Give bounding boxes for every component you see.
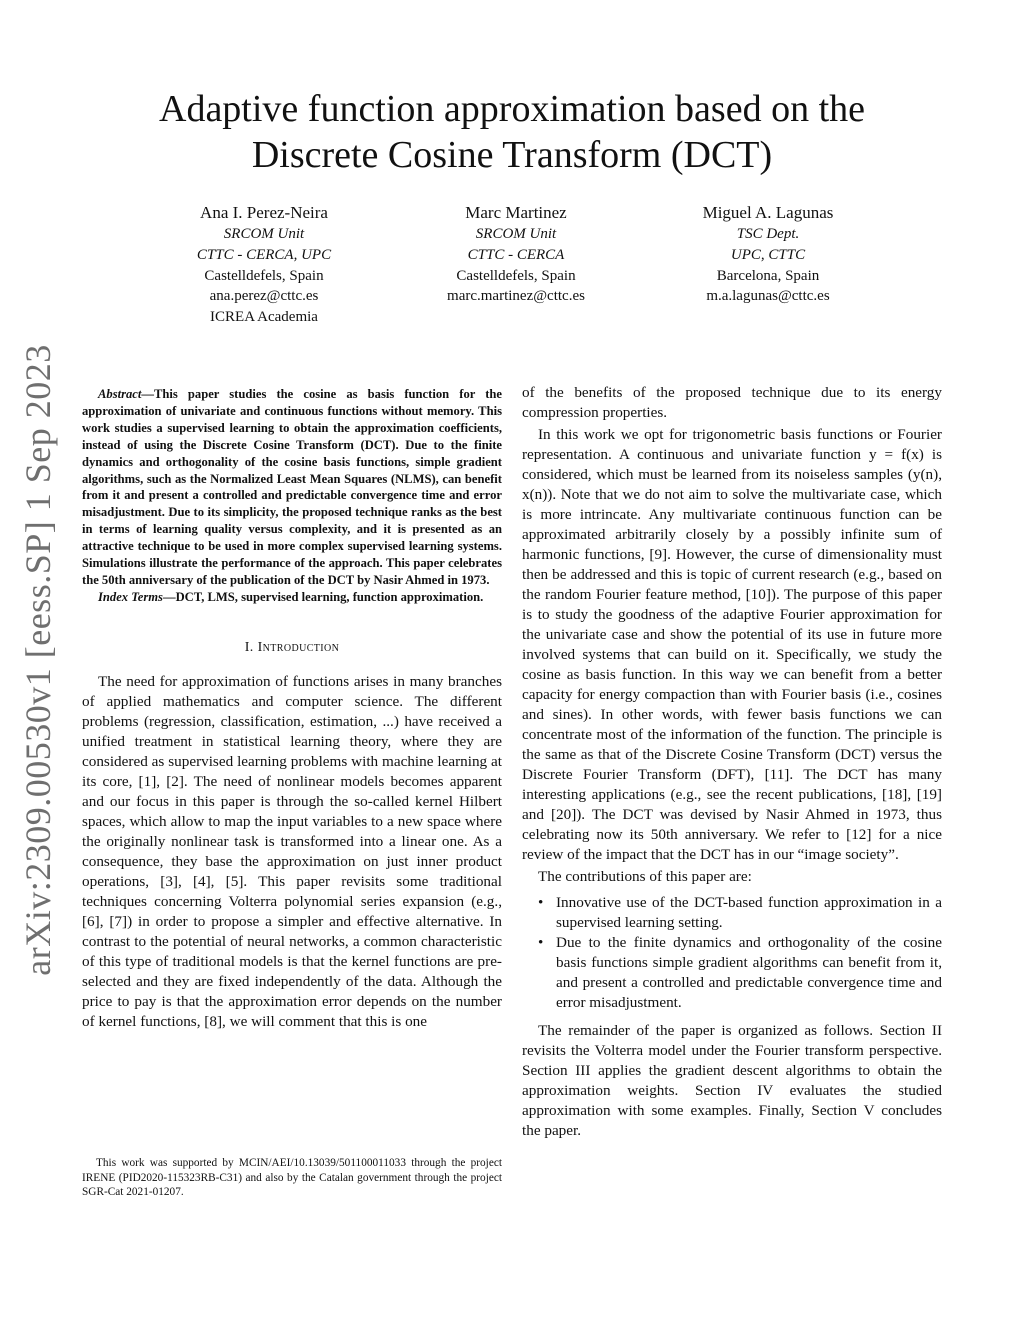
intro-paragraph-1: The need for approximation of functions arises in many branches of applied mathematics and computer science. The different problems (regression, classification, estimation, ...) have received a unified treatment in statistical learning theory, where they are considered as supervised learning problems with machine learning at its core, [1], [2]. The need of nonlinear models becomes apparent and our focus in this paper is through the so-called kernel Hilbert spaces, which allow to map the input variables to a new space where the originally nonlinear task is transformed into a linear one. As a consequence, they base the approximation on just inner product operations, [3], [4], [5]. This paper revisits some traditional techniques concerning Volterra polynomial series expansion (e.g., [6], [7]) in order to propose a simpler and effective alternative. In contrast to the potential of neural networks, a common characteristic of this type of traditional models is that the kernel functions are pre-selected and they are fixed independently of the data. Although the price to pay is that the approximation error depends on the number of kernel functions, [8], we will comment that this is one bbox=[82, 672, 502, 1030]
index-terms-paragraph bbox=[82, 589, 502, 606]
author-name: Marc Martinez bbox=[465, 203, 567, 222]
author-email: ana.perez@cttc.es bbox=[209, 288, 319, 305]
index-terms-text: —DCT, LMS, supervised learning, function approximation. bbox=[162, 589, 484, 604]
left-column bbox=[82, 386, 502, 1032]
arxiv-identifier-stamp bbox=[14, 344, 62, 976]
author-unit: SRCOM Unit bbox=[475, 226, 557, 242]
contributions-intro: The contributions of this paper are: bbox=[538, 868, 752, 885]
paper-title bbox=[90, 86, 934, 178]
funding-footnote: This work was supported by MCIN/AEI/10.13039/501100011033 through the project IRENE (PID2020-115323RB-C31) and also by the Catalan government through the project SGR-Cat 2021-01207. bbox=[82, 1157, 502, 1198]
author-unit: TSC Dept. bbox=[736, 226, 800, 242]
list-item: • Due to the finite dynamics and orthogonality of the cosine basis functions simple gradient algorithms can benefit from it, and present a controlled and predictable convergence time and error misadjustment. bbox=[522, 933, 942, 1013]
author-affiliation-extra: ICREA Academia bbox=[210, 309, 318, 326]
intro-paragraph-continued: of the benefits of the proposed technique due to its energy compression properties. bbox=[522, 384, 942, 421]
arxiv-identifier-text: arXiv:2309.00530v1 [eess.SP] 1 Sep 2023 bbox=[18, 344, 58, 976]
author-email: m.a.lagunas@cttc.es bbox=[706, 288, 830, 305]
index-terms-label: Index Terms bbox=[98, 589, 163, 604]
list-item: • Innovative use of the DCT-based function approximation in a supervised learning setting. bbox=[522, 893, 942, 933]
author-3 bbox=[638, 202, 898, 307]
abstract-paragraph bbox=[82, 386, 502, 589]
author-email: marc.martinez@cttc.es bbox=[447, 288, 585, 305]
abstract-text: —This paper studies the cosine as basis function for the approximation of univariate and continuous functions without memory. This work studies a supervised learning to obtain the approximation coefficients, instead of using the Discrete Cosine Transform (DCT). Due to the finite dynamics and orthogonality of the cosine basis functions, simple gradient algorithms, such as the Normalized Least Mean Squares (NLMS), can benefit from it and present a controlled and predictable convergence time and error misadjustment. Due to its simplicity, the proposed technique ranks as the best in terms of learning quality versus complexity, and it is presented as an attractive technique to be used in more complex supervised learning systems. Simulations illustrate the performance of the approach. This paper celebrates the 50th anniversary of the publication of the DCT by Nasir Ahmed in 1973. bbox=[82, 387, 502, 587]
author-location: Castelldefels, Spain bbox=[204, 267, 324, 284]
section-title: Introduction bbox=[257, 639, 340, 655]
author-name: Ana I. Perez-Neira bbox=[200, 203, 328, 222]
abstract bbox=[82, 386, 502, 606]
author-location: Barcelona, Spain bbox=[716, 267, 820, 284]
intro-paragraph-2: In this work we opt for trigonometric basis functions or Fourier representation. A continuous and univariate function y = f(x) is considered, which must be learned from its noiseless samples (y(n), x(n)). Note that we do not aim to solve the multivariate case, which is more intrincate. Any multivariate continuous function can be approximated arbitrarily closely by a possibly infinite sum of harmonic functions, [9]. However, the curse of dimensionality must then be addressed and this is topic of current research (e.g., based on the random Fourier feature method, [10]). The purpose of this paper is to study the goodness of the adaptive Fourier approximation for the univariate case and show the potential of its use in future more involved systems that can build on it. Specifically, we study the cosine as basis function. In this way we can benefit from a better capacity for energy compaction than with Fourier basis (i.e., cosines and sines). In other words, with fewer basis functions we can concentrate most of the information of the function. The principle is the same as that of the Discrete Cosine Transform (DCT) versus the Discrete Fourier Transform (DFT), [11]. The DCT has many interesting applications (e.g., see the recent publications, [18], [19] and [20]). The DCT was devised by Nasir Ahmed in 1973, thus celebrating now its 50th anniversary. We refer to [12] for a nice review of the impact that the DCT has in our “image society”. bbox=[522, 426, 942, 863]
right-column bbox=[522, 383, 942, 1141]
section-numeral: I. bbox=[244, 639, 254, 655]
author-unit: SRCOM Unit bbox=[223, 226, 305, 242]
paper-organization-paragraph: The remainder of the paper is organized as follows. Section II revisits the Volterra model under the Fourier transform perspective. Section III applies the gradient descent algorithms to obtain the approximation weights. Section IV evaluates the studied approximation with some examples. Finally, Section V concludes the paper. bbox=[522, 1022, 942, 1139]
abstract-label: Abstract bbox=[98, 387, 142, 401]
author-1 bbox=[134, 202, 394, 328]
author-organization: CTTC - CERCA bbox=[467, 246, 565, 263]
paper-title-line-1: Adaptive function approximation based on the bbox=[159, 88, 865, 130]
author-location: Castelldefels, Spain bbox=[456, 267, 576, 284]
contributions-list bbox=[522, 893, 942, 1013]
author-organization: UPC, CTTC bbox=[730, 246, 806, 263]
paper-title-line-2: Discrete Cosine Transform (DCT) bbox=[251, 134, 773, 176]
author-2 bbox=[386, 202, 646, 307]
author-organization: CTTC - CERCA, UPC bbox=[196, 246, 332, 263]
section-heading-introduction bbox=[82, 640, 502, 656]
author-name: Miguel A. Lagunas bbox=[702, 203, 834, 222]
